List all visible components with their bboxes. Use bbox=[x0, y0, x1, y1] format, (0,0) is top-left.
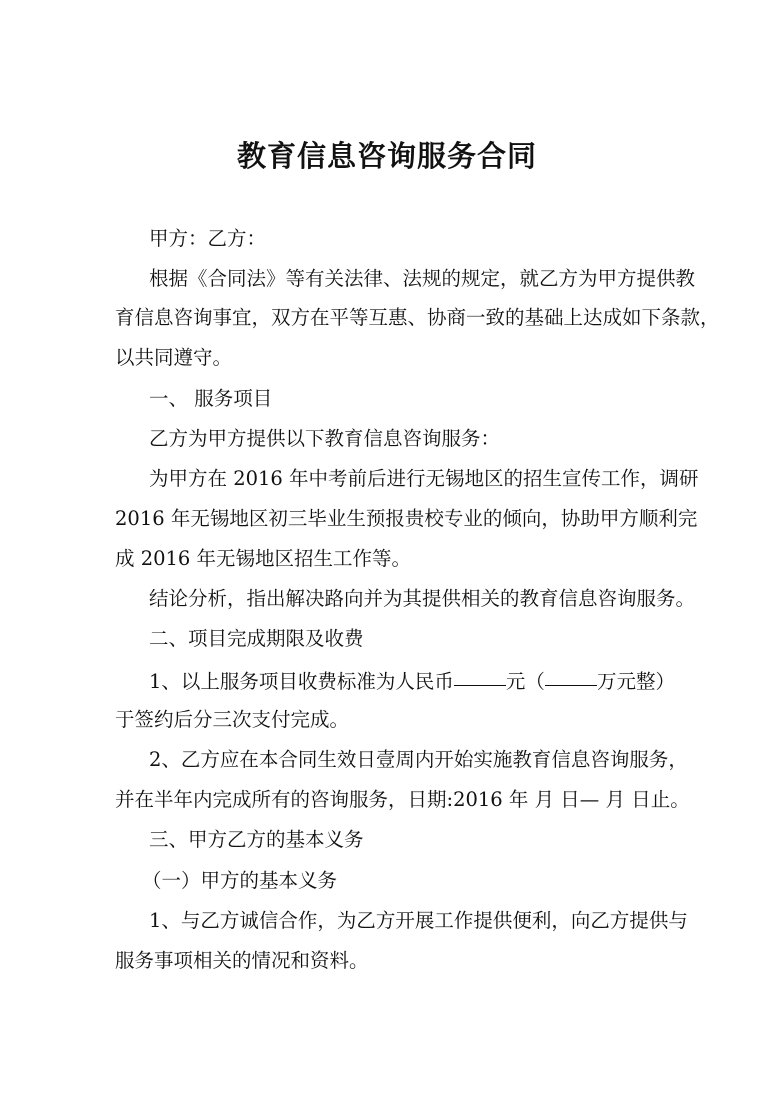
fee-text-prefix: 1、以上服务项目收费标准为人民币 bbox=[149, 670, 454, 693]
fee-amount-blank bbox=[454, 665, 506, 686]
document-title: 教育信息咨询服务合同 bbox=[236, 139, 537, 173]
section2-clause1-line-2: 于签约后分三次支付完成。 bbox=[115, 708, 350, 731]
section1-item-line-1: 为甲方在 2016 年中考前后进行无锡地区的招生宣传工作，调研 bbox=[149, 467, 699, 490]
section2-clause2-line-2: 并在半年内完成所有的咨询服务，日期:2016 年 月 日— 月 日止。 bbox=[115, 788, 690, 811]
section3-clause1-line-1: 1、与乙方诚信合作，为乙方开展工作提供便利，向乙方提供与 bbox=[149, 909, 688, 932]
section2-clause2-line-1: 2、乙方应在本合同生效日壹周内开始实施教育信息咨询服务， bbox=[149, 748, 688, 771]
section1-item-line-2: 2016 年无锡地区初三毕业生预报贵校专业的倾向，协助甲方顺利完 bbox=[115, 507, 698, 530]
section1-conclusion: 结论分析，指出解决路向并为其提供相关的教育信息咨询服务。 bbox=[149, 587, 696, 610]
section3-subheading: （一）甲方的基本义务 bbox=[142, 869, 338, 892]
fee-text-middle: 元（ bbox=[505, 670, 545, 693]
fee-amount-words-blank bbox=[545, 665, 597, 686]
fee-text-suffix: 万元整） bbox=[596, 670, 675, 693]
section1-lead: 乙方为甲方提供以下教育信息咨询服务： bbox=[149, 427, 501, 450]
section1-heading: 一、 服务项目 bbox=[149, 387, 273, 410]
intro-line-3: 以共同遵守。 bbox=[115, 346, 233, 369]
section3-heading: 三、甲方乙方的基本义务 bbox=[149, 828, 364, 851]
section1-item-line-3: 成 2016 年无锡地区招生工作等。 bbox=[115, 547, 412, 570]
parties-line: 甲方：乙方： bbox=[149, 227, 267, 250]
section2-heading: 二、项目完成期限及收费 bbox=[149, 627, 364, 650]
section2-clause1-line-1 bbox=[149, 667, 675, 695]
section3-clause1-line-2: 服务事项相关的情况和资料。 bbox=[115, 949, 369, 972]
intro-line-1: 根据《合同法》等有关法律、法规的规定，就乙方为甲方提供教 bbox=[149, 267, 696, 290]
intro-line-2: 育信息咨询事宜，双方在平等互惠、协商一致的基础上达成如下条款， bbox=[115, 306, 720, 329]
